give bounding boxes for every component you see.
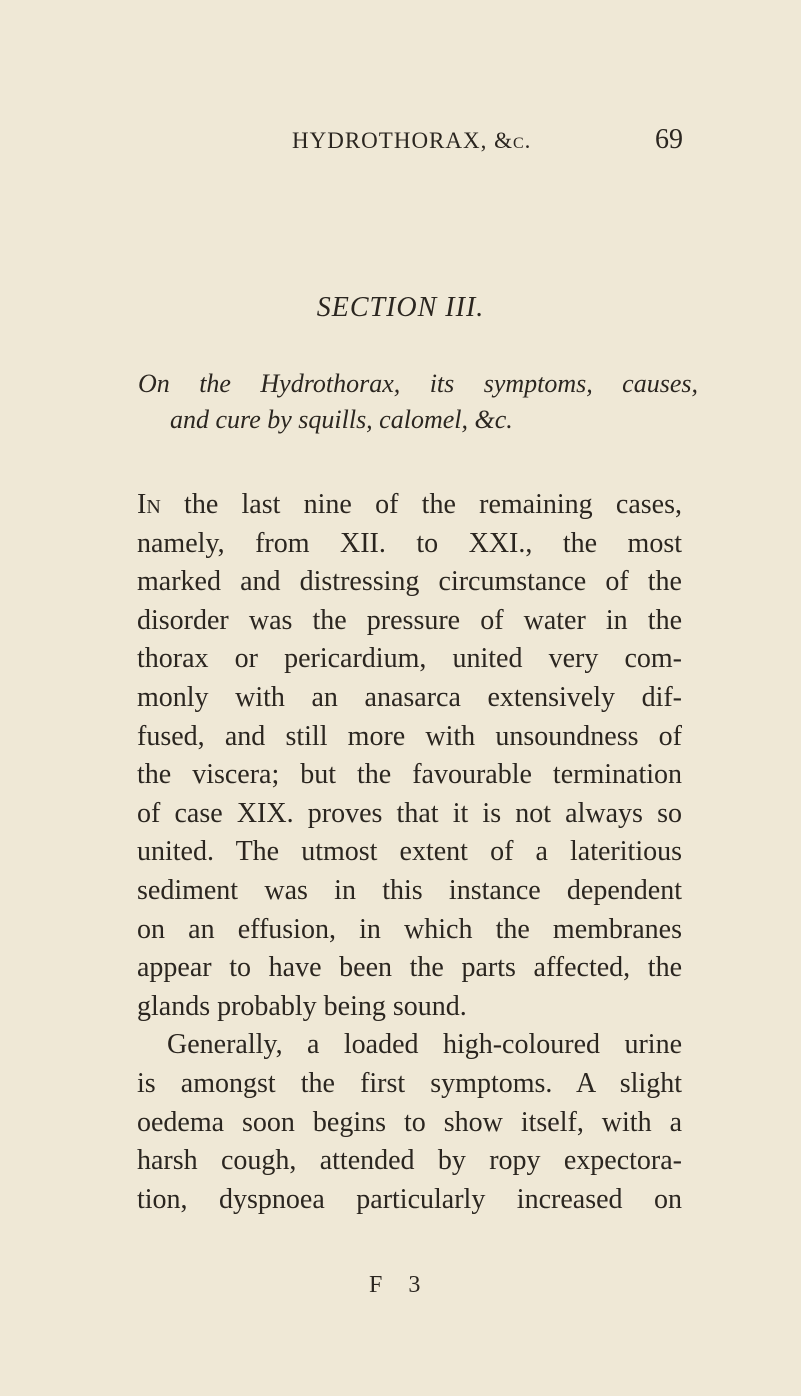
text-line-3: marked and distressing circumstance of the: [137, 566, 682, 598]
text-line-9: of case XIX. proves that it is not always so: [137, 797, 682, 829]
text-line-15: Generally, a loaded high-coloured urine: [167, 1029, 682, 1061]
text-line-12: on an effusion, in which the membranes: [137, 913, 682, 945]
text-line-8: the viscera; but the favourable termination: [137, 759, 682, 791]
text-line-4: disorder was the pressure of water in the: [137, 604, 682, 636]
text-line-18: harsh cough, attended by ropy expectora-: [137, 1145, 682, 1177]
text-line-19: tion, dyspnoea particularly increased on: [137, 1183, 682, 1215]
running-title: HYDROTHORAX, &c.: [292, 128, 532, 153]
text-line-17: oedema soon begins to show itself, with a: [137, 1106, 682, 1138]
text-line-6: monly with an anasarca extensively dif-: [137, 681, 682, 713]
text-line-11: sediment was in this instance dependent: [137, 874, 682, 906]
text-line-2: namely, from XII. to XXI., the most: [137, 527, 682, 559]
section-title: SECTION III.: [316, 292, 485, 323]
text-line-1: [137, 486, 682, 525]
section-subtitle: [138, 366, 698, 438]
page-number: 69: [655, 124, 683, 155]
text-line-7: fused, and still more with unsoundness of: [137, 720, 682, 752]
signature-mark: F 3: [369, 1272, 431, 1298]
drop-word: In: [137, 489, 161, 520]
text-line-13: appear to have been the parts affected, the: [137, 952, 682, 984]
text-line-16: is amongst the first symptoms. A slight: [137, 1067, 682, 1099]
running-head: [292, 124, 683, 164]
text-line-10: united. The utmost extent of a lateritious: [137, 836, 682, 868]
body-text: [137, 486, 682, 1219]
subtitle-line-1: On the Hydrothorax, its symptoms, causes,: [138, 369, 698, 398]
text-line-14: glands probably being sound.: [137, 990, 467, 1022]
text-line-5: thorax or pericardium, united very com-: [137, 643, 682, 675]
subtitle-line-2: and cure by squills, calomel, &c.: [170, 405, 513, 434]
text-line-1-rest: the last nine of the remaining cases,: [160, 489, 682, 520]
